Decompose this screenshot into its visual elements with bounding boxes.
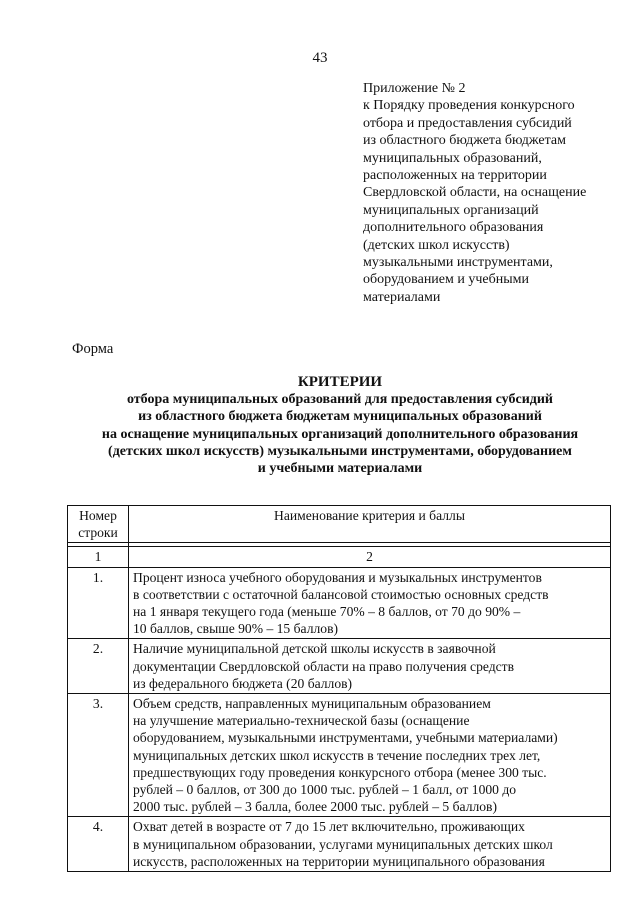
table-row xyxy=(68,694,611,817)
header-name-col: Наименование критерия и баллы xyxy=(129,506,611,543)
page-number: 43 xyxy=(312,50,328,66)
criterion-line: из федерального бюджета (20 баллов) xyxy=(133,675,353,691)
criterion-line: искусств, расположенных на территории муниципального образования xyxy=(133,853,545,869)
header-number-line: Номер xyxy=(79,508,117,523)
appendix-line: муниципальных образований, xyxy=(363,150,542,166)
criterion-line: на улучшение материально-технической базы (оснащение xyxy=(133,713,470,729)
appendix-line: материалами xyxy=(363,289,441,305)
criterion-line: 2000 тыс. рублей – 3 балла, более 2000 тыс. рублей – 5 баллов) xyxy=(133,799,497,815)
appendix-title: Приложение № 2 xyxy=(363,81,466,96)
criterion-line: Наличие муниципальной детской школы искусств в заявочной xyxy=(133,641,496,657)
column-number-row xyxy=(68,547,611,567)
appendix-line: (детских школ искусств) xyxy=(363,237,510,253)
row-number: 3. xyxy=(68,694,129,817)
heading-line: (детских школ искусств) музыкальными инструментами, оборудованием xyxy=(108,443,572,459)
appendix-line: расположенных на территории xyxy=(363,168,547,184)
appendix-line: к Порядку проведения конкурсного xyxy=(363,98,575,114)
document-heading xyxy=(40,374,640,477)
criterion-line: 10 баллов, свыше 90% – 15 баллов) xyxy=(133,621,339,637)
table-row xyxy=(68,567,611,639)
appendix-line: музыкальными инструментами, xyxy=(363,255,553,271)
appendix-line: муниципальных организаций xyxy=(363,202,539,218)
criterion-line: Объем средств, направленных муниципальным образованием xyxy=(133,696,491,712)
heading-line: и учебными материалами xyxy=(257,461,423,477)
row-criterion xyxy=(129,694,611,817)
heading-line: из областного бюджета бюджетам муниципальных образований xyxy=(138,409,542,425)
criteria-table xyxy=(67,505,611,872)
row-number: 1. xyxy=(68,567,129,639)
criterion-line: в соответствии с остаточной балансовой стоимостью основных средств xyxy=(133,586,549,602)
criterion-line: оборудованием, музыкальными инструментами, учебными материалами) xyxy=(133,730,558,746)
appendix-line: отбора и предоставления субсидий xyxy=(363,115,572,131)
header-number-col xyxy=(68,506,129,543)
criterion-line: муниципальных детских школ искусств в течение последних трех лет, xyxy=(133,747,541,763)
heading-title: КРИТЕРИИ xyxy=(297,374,383,390)
form-label: Форма xyxy=(72,341,114,357)
appendix-line: оборудованием и учебными xyxy=(363,272,529,288)
criterion-line: рублей – 0 баллов, от 300 до 1000 тыс. рублей – 1 балл, от 1000 до xyxy=(133,782,517,798)
row-criterion xyxy=(129,817,611,872)
criterion-line: в муниципальном образовании, услугами муниципальных детских школ xyxy=(133,836,553,852)
row-number: 2. xyxy=(68,639,129,694)
row-criterion xyxy=(129,567,611,639)
criterion-line: на 1 января текущего года (меньше 70% – 8 баллов, от 70 до 90% – xyxy=(133,604,521,620)
heading-line: отбора муниципальных образований для предоставления субсидий xyxy=(126,392,553,408)
table-row xyxy=(68,639,611,694)
column-number: 2 xyxy=(129,547,611,567)
criterion-line: Процент износа учебного оборудования и музыкальных инструментов xyxy=(133,569,542,585)
row-criterion xyxy=(129,639,611,694)
row-number: 4. xyxy=(68,817,129,872)
criterion-line: документации Свердловской области на право получения средств xyxy=(133,658,515,674)
heading-line: на оснащение муниципальных организаций дополнительного образования xyxy=(101,426,579,442)
appendix-line: из областного бюджета бюджетам xyxy=(363,133,566,149)
header-number-line: строки xyxy=(78,525,118,541)
table-header-row xyxy=(68,506,611,543)
criterion-line: Охват детей в возрасте от 7 до 15 лет включительно, проживающих xyxy=(133,819,525,835)
criterion-line: предшествующих году проведения конкурсного отбора (менее 300 тыс. xyxy=(133,764,547,780)
appendix-line: Свердловской области, на оснащение xyxy=(363,185,587,201)
table-row xyxy=(68,817,611,872)
appendix-line: дополнительного образования xyxy=(363,220,544,236)
column-number: 1 xyxy=(68,547,129,567)
appendix-block xyxy=(363,80,633,306)
